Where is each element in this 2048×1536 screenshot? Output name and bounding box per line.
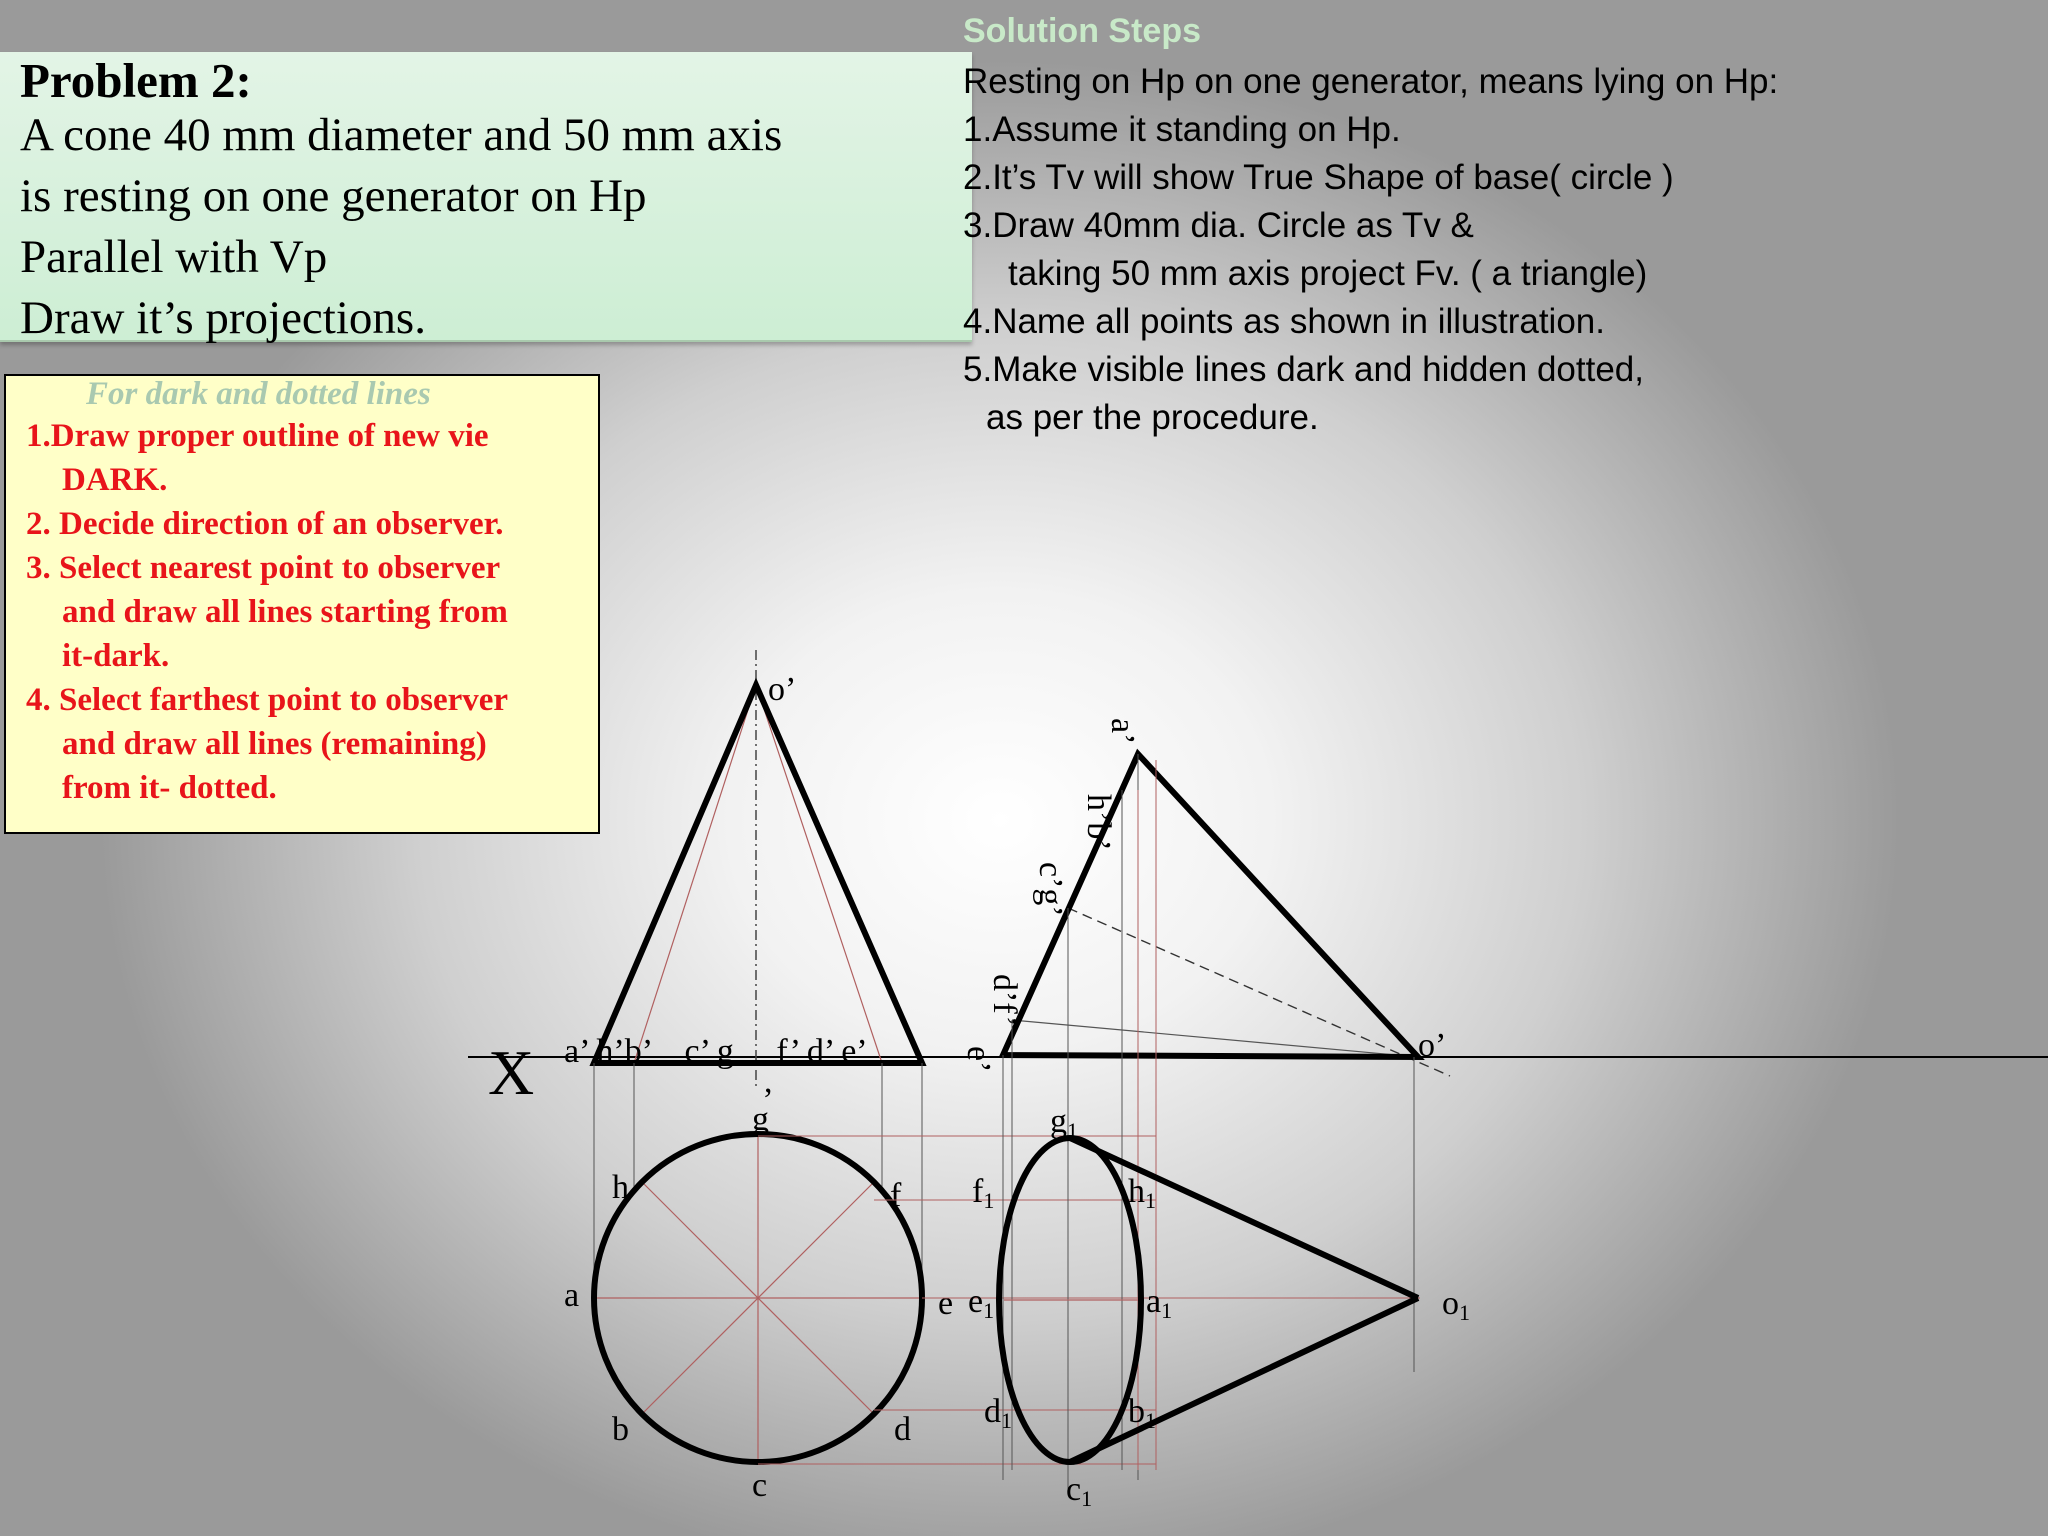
tv2-label-c: c1 (1066, 1471, 1093, 1511)
axis-dashed (1068, 908, 1450, 1076)
tv-label-f: f (890, 1177, 902, 1214)
x-label: X (488, 1037, 535, 1108)
projectors-final-red (1138, 760, 1156, 1470)
problem-line-3: Parallel with Vp (20, 231, 328, 283)
solution-steps-title: Solution Steps (963, 12, 1201, 50)
fv2-label-df: d’f’ (986, 974, 1023, 1027)
front-view-triangle (594, 685, 922, 1063)
fv2-label-cg: c’g’ (1032, 862, 1069, 917)
solution-step: 3.Draw 40mm dia. Circle as Tv & (963, 206, 1474, 245)
problem-line-2: is resting on one generator on Hp (20, 170, 647, 222)
rule-line: 4. Select farthest point to observer (26, 682, 509, 718)
rules-title: For dark and dotted lines (86, 376, 431, 412)
final-front-view (960, 718, 1450, 1076)
problem-line-1: A cone 40 mm diameter and 50 mm axis (20, 109, 783, 161)
solution-step: as per the procedure. (986, 398, 1319, 437)
solution-step: 5.Make visible lines dark and hidden dotted, (963, 350, 1644, 389)
tv2-label-o: o1 (1442, 1285, 1470, 1325)
tv-label-g: g (752, 1101, 769, 1138)
final-top-view (968, 1103, 1470, 1511)
rule-line: and draw all lines (remaining) (62, 726, 487, 762)
tv2-label-d: d1 (984, 1393, 1012, 1433)
rule-line: 3. Select nearest point to observer (26, 550, 501, 586)
tv-label-c: c (752, 1467, 768, 1504)
problem-line-4: Draw it’s projections. (20, 292, 426, 344)
rule-line: from it- dotted. (62, 770, 277, 806)
tv2-label-e: e1 (968, 1283, 995, 1323)
base-circle (594, 1134, 922, 1462)
rule-line: 1.Draw proper outline of new vie (26, 418, 489, 454)
initial-front-view (564, 650, 922, 1100)
solution-step: 2.It’s Tv will show True Shape of base( circle ) (963, 158, 1674, 197)
rule-line: DARK. (62, 462, 168, 498)
generator-d-o (1012, 1020, 1418, 1057)
fv-base-labels: a’ h’b’ c’ g f’ d’ e’ (564, 1033, 868, 1070)
fv2-label-a: a’ (1104, 718, 1141, 745)
rule-line: 2. Decide direction of an observer. (26, 506, 504, 542)
fv2-label-o: o’ (1418, 1027, 1447, 1064)
rule-line: and draw all lines starting from (62, 594, 508, 630)
solution-step: 1.Assume it standing on Hp. (963, 110, 1401, 149)
generator-line-h (634, 685, 756, 1063)
tv2-label-b: b1 (1128, 1393, 1156, 1433)
tv-label-h: h (612, 1169, 629, 1206)
rule-line: it-dark. (62, 638, 170, 674)
tv-label-a: a (564, 1277, 580, 1314)
tv2-label-a: a1 (1146, 1283, 1173, 1323)
fv-apex-label: o’ (768, 671, 797, 708)
tv2-label-g: g1 (1050, 1103, 1078, 1143)
solution-step: Resting on Hp on one generator, means lying on Hp: (963, 62, 1779, 101)
generator-line-f (756, 685, 882, 1063)
solution-step: 4.Name all points as shown in illustration. (963, 302, 1605, 341)
solution-step: taking 50 mm axis project Fv. ( a triangle) (1008, 254, 1648, 293)
problem-title: Problem 2: (20, 53, 252, 108)
tv2-label-h: h1 (1128, 1173, 1156, 1213)
tv-label-e: e (938, 1285, 954, 1322)
tv2-label-f: f1 (972, 1173, 995, 1213)
tv-label-d: d (894, 1411, 911, 1448)
fv2-label-hb: h’b’ (1080, 794, 1117, 851)
fv2-label-e: e’ (960, 1046, 997, 1073)
fv-comma-label: , (764, 1063, 773, 1100)
tv-label-b: b (612, 1411, 629, 1448)
initial-top-view (564, 1101, 953, 1504)
